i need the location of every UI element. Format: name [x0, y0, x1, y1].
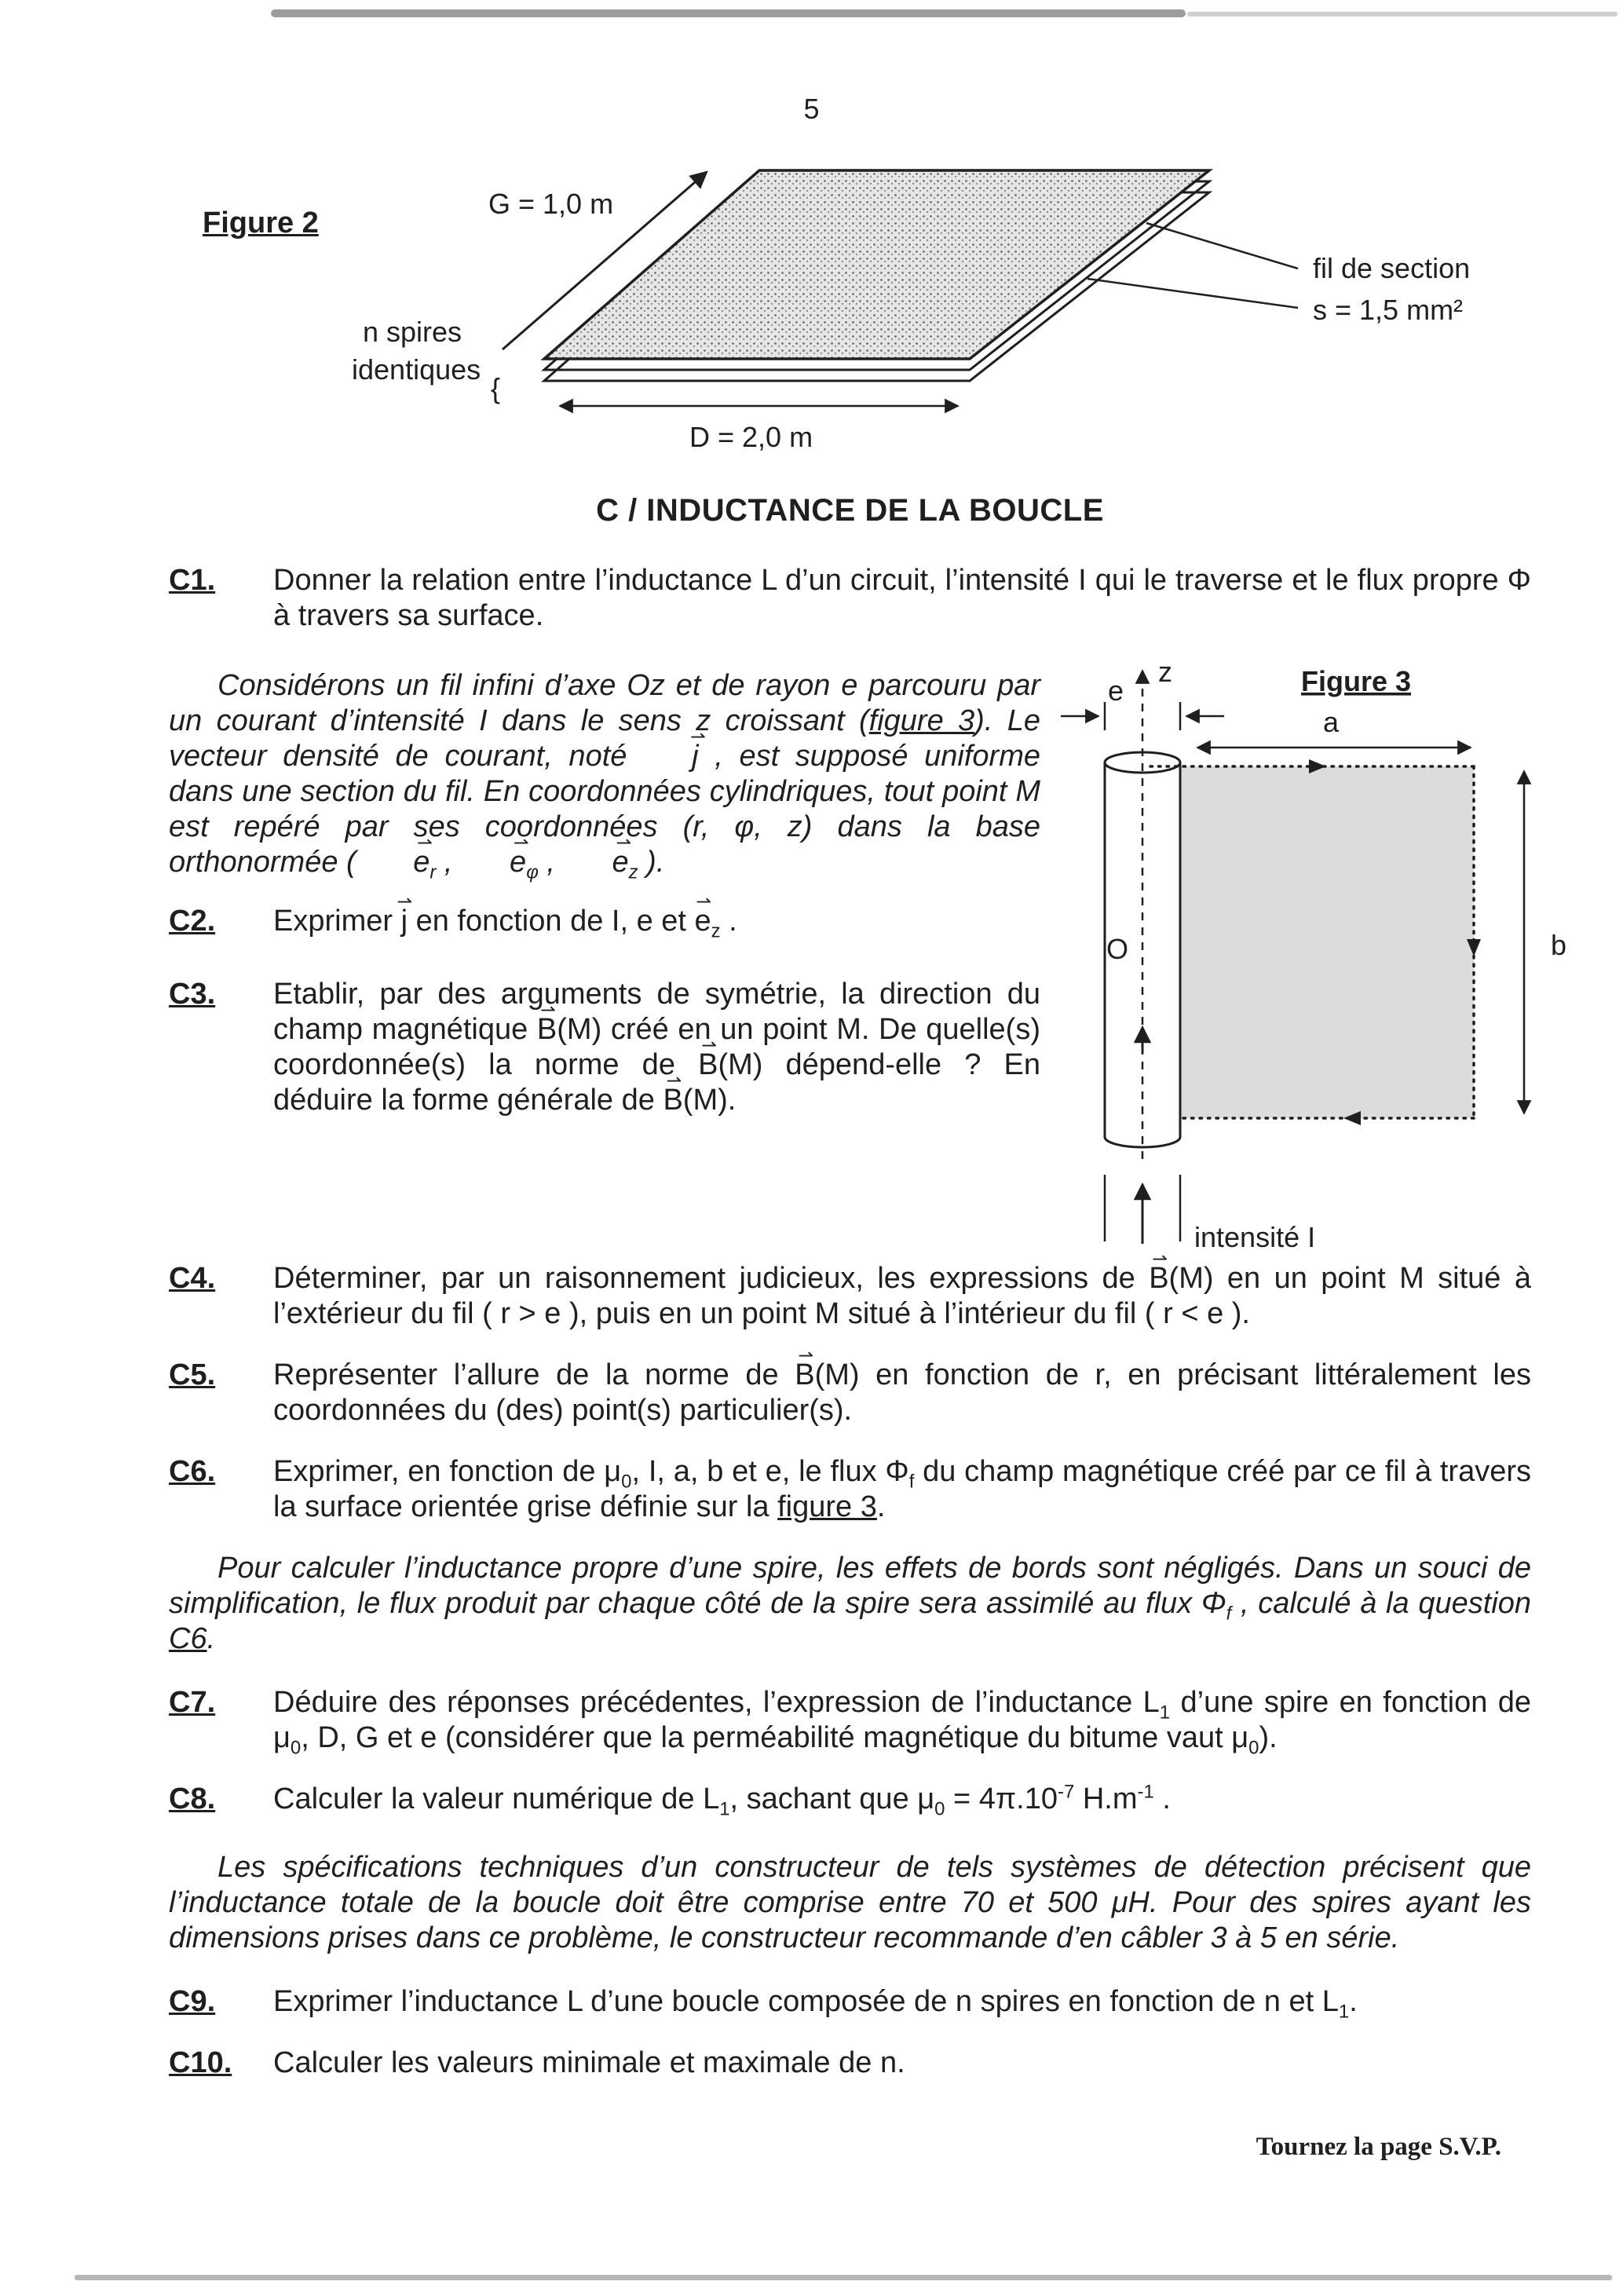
wire-section-label-line2: s = 1,5 mm² — [1313, 294, 1464, 326]
d-dimension-label: D = 2,0 m — [689, 421, 813, 453]
question-c1-number: C1. — [169, 564, 216, 597]
question-c2-text: Exprimer j ⇀ en fonction de I, e et e $⇀_z$ . — [273, 905, 737, 938]
b-dimension-label: b — [1551, 929, 1567, 961]
page-footer: Tournez la page S.V.P. — [1256, 2133, 1501, 2161]
question-c3 — [169, 977, 1040, 1118]
a-dimension-label: a — [1323, 706, 1340, 738]
question-c9 — [169, 1984, 1531, 2023]
scan-artifact-top-light — [1187, 12, 1618, 16]
scan-artifact-top — [271, 9, 1186, 17]
question-c7-text: Déduire des réponses précédentes, l’expression de l’inductance $L_1$ d’une spire en fonction de $\mu_0$, D, G et e (considérer que la perméabilité magnétique du bitume vaut $\mu_0$). — [273, 1686, 1532, 1759]
figure3-title: Figure 3 — [1301, 665, 1412, 697]
intro-paragraph: Considérons un fil infini d’axe Oz et de rayon e parcouru par un courant d’intensité I dans le sens z croissant (figure 3). Le vecteur densité de courant, noté j ⇀ , est supposé uniforme dans une section du fil. En coordonnées cylindriques, tout point M est repéré par ses coordonnées (r, φ, z) dans la base orthonormée ( e $⇀_r$ , e $⇀_\varphi$ , e $⇀_z$ ). — [169, 668, 1040, 880]
figure3-diagram — [1040, 656, 1590, 1261]
z-axis-label: z — [1158, 656, 1172, 688]
question-c9-text: Exprimer l’inductance L d’une boucle composée de n spires en fonction de n et $L_1$. — [273, 1985, 1358, 2023]
wire-pointer-line-1 — [1146, 223, 1298, 269]
question-c6 — [169, 1454, 1531, 1525]
coil-face — [544, 170, 1209, 359]
question-c1-text: Donner la relation entre l’inductance L d’un circuit, l’intensité I qui le traverse et le flux propre Φ à travers sa surface. — [273, 564, 1531, 632]
question-c1 — [169, 563, 1531, 634]
current-label: intensité I — [1194, 1221, 1316, 1253]
question-c7-number: C7. — [169, 1686, 216, 1719]
question-c5 — [169, 1358, 1531, 1428]
question-c6-number: C6. — [169, 1455, 216, 1488]
two-column-section — [169, 656, 1567, 1261]
wire-pointer-line-2 — [1087, 279, 1298, 308]
question-c3-text: Etablir, par des arguments de symétrie, la direction du champ magnétique B ⇀(M) créé en un point M. De quelle(s) coordonnée(s) la norme de B ⇀(M) dépend-elle ? En déduire la forme générale de B ⇀(M). — [273, 978, 1040, 1117]
left-column — [169, 668, 1040, 1144]
question-c8-number: C8. — [169, 1782, 216, 1815]
question-c4-text: Déterminer, par un raisonnement judicieux, les expressions de B ⇀(M) en un point M situé à l’extérieur du fil ( r > e ), puis en un point M situé à l’intérieur du fil ( r < e ). — [273, 1262, 1531, 1330]
e-radius-label: e — [1108, 675, 1124, 707]
wire-section-label-line1: fil de section — [1313, 252, 1471, 284]
question-c8-text: Calculer la valeur numérique de $L_1$, sachant que $\mu_0 = 4\pi.10^{-7}$ $H.m^{-1}$ . — [273, 1781, 1171, 1820]
question-c7 — [169, 1685, 1532, 1759]
question-c5-text: Représenter l’allure de la norme de B ⇀(M) en fonction de r, en précisant littéralement les coordonnées du (des) point(s) particulier(s). — [273, 1358, 1531, 1427]
coil-brace: { — [491, 372, 501, 404]
page-number: 5 — [803, 93, 820, 125]
main-content — [169, 493, 1567, 2107]
figure3-container — [1040, 656, 1567, 1261]
question-c3-number: C3. — [169, 978, 216, 1011]
g-dimension-label: G = 1,0 m — [488, 188, 614, 220]
question-c10-text: Calculer les valeurs minimale et maximale de n. — [273, 2046, 905, 2079]
question-c4-number: C4. — [169, 1262, 216, 1295]
scan-artifact-bottom — [75, 2275, 1612, 2280]
question-c4 — [169, 1261, 1531, 1332]
flux-surface — [1180, 766, 1474, 1118]
section-title: C / INDUCTANCE DE LA BOUCLE — [596, 493, 1104, 528]
question-c5-number: C5. — [169, 1358, 216, 1391]
note-paragraph-2: Les spécifications techniques d’un constructeur de tels systèmes de détection précisent que l’inductance totale de la boucle doit être comprise entre 70 et 500 μH. Pour des spires ayant les dimensions prises dans ce problème, le constructeur recommande d’en câbler 3 à 5 en série. — [169, 1851, 1531, 1954]
figure2-diagram — [314, 151, 1539, 465]
question-c9-number: C9. — [169, 1985, 216, 2018]
question-c2 — [169, 904, 1040, 942]
note-paragraph-1: Pour calculer l’inductance propre d’une spire, les effets de bords sont négligés. Dans un souci de simplification, le flux produit par chaque côté de la spire sera assimilé au flux $\Phi_f$ , calculé à la question C6. — [169, 1552, 1531, 1655]
question-c6-text: Exprimer, en fonction de $\mu_0$, I, a, b et e, le flux $\Phi_f$ du champ magnétique créé par ce fil à travers la surface orientée grise définie sur la figure 3. — [273, 1455, 1532, 1523]
question-c8 — [169, 1781, 1531, 1820]
n-spires-label-line2: identiques — [352, 353, 481, 386]
figure2-title: Figure 2 — [203, 207, 319, 239]
question-c10 — [169, 2046, 1531, 2081]
origin-label: O — [1106, 933, 1128, 965]
n-spires-label-line1: n spires — [363, 316, 462, 348]
question-c10-number: C10. — [169, 2046, 232, 2079]
question-c2-number: C2. — [169, 905, 216, 938]
